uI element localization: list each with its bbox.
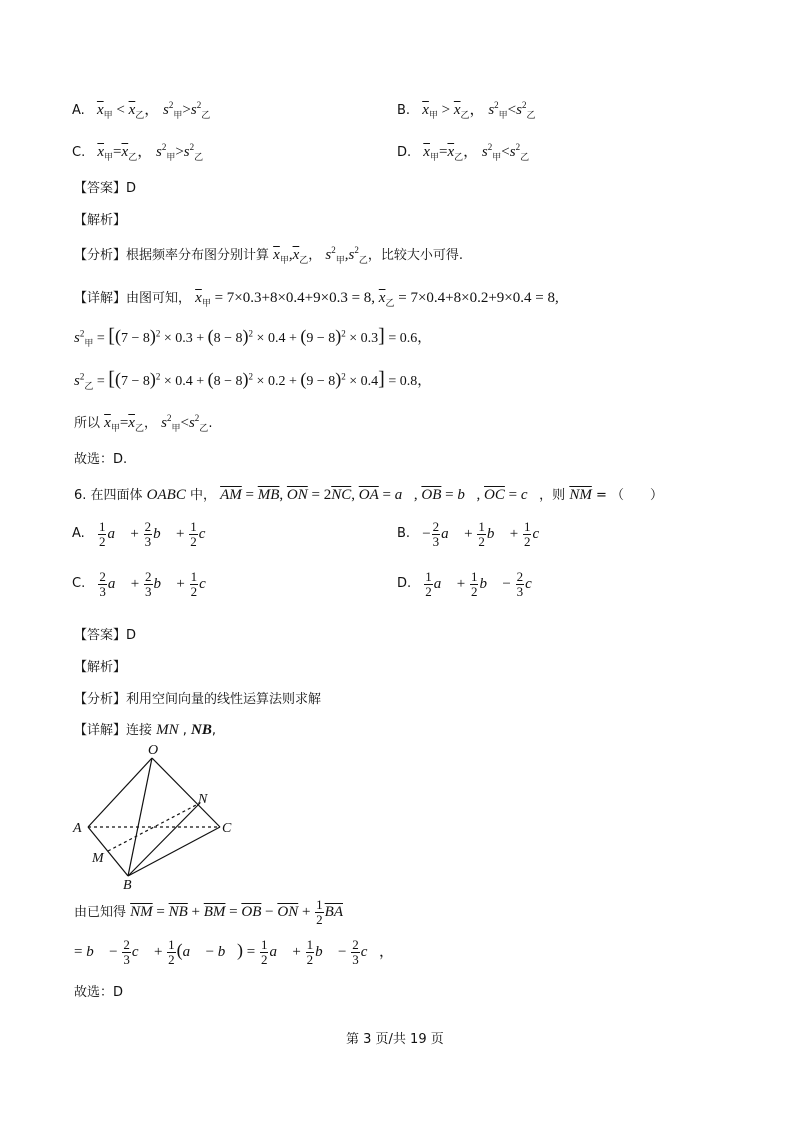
label-o: O bbox=[148, 743, 159, 758]
option-math: $\overline{x}_甲=\overline{x}_乙$， $s^2_甲<s^2_乙$ bbox=[423, 142, 530, 162]
segment-nb bbox=[128, 803, 200, 876]
q5-option-d bbox=[397, 144, 529, 161]
q5-s-yi: $s^2_乙 = [(7 - 8)^2 \times 0.4 + (8 - 8)^2 \times 0.2 + (9 - 8)^2 \times 0.4] = 0.8$， bbox=[74, 368, 432, 391]
q6-stem: 6. 在四面体 OABC 中， $\overline{AM} = \overline{MB}$, $\overline{ON} = 2\overline{NC}$, $\overline{OA}$ = a⃗, $\overline{OB}$ = b⃗, $\overline{OC}$ = c⃗，则 $\overline{NM}$ = （ ） bbox=[74, 487, 663, 503]
q5-answer: 【答案】D bbox=[74, 181, 137, 196]
option-label: B. bbox=[397, 526, 411, 542]
option-math: $\overline{x}_甲 > \overline{x}_乙$， $s^2_甲<s^2_乙$ bbox=[422, 100, 536, 120]
option-label: A. bbox=[72, 103, 85, 118]
option-label: C. bbox=[72, 576, 86, 592]
option-label: D. bbox=[397, 145, 412, 160]
option-label: C. bbox=[72, 145, 86, 160]
option-label: B. bbox=[397, 103, 411, 118]
q5-option-c bbox=[72, 144, 203, 161]
q6-choice: 故选：D bbox=[74, 985, 124, 1000]
q5-analysis-tag: 【解析】 bbox=[74, 213, 127, 228]
q5-fenxi: 【分析】根据频率分布图分别计算 $\overline{x}_甲,\overline{x}_乙$， $s^2_甲,s^2_乙$，比较大小可得. bbox=[74, 245, 464, 265]
q6-option-c: C. $\frac{2}{3}$ a⃗ + $\frac{2}{3}$ b⃗ + $\frac{1}{2}$ c⃗ bbox=[72, 569, 218, 599]
option-math: $\overline{x}_甲 < \overline{x}_乙$， $s^2_甲>s^2_乙$ bbox=[96, 100, 211, 120]
page-footer: 第 3 页/共 19 页 bbox=[346, 1032, 444, 1047]
edge-bc bbox=[128, 827, 220, 876]
q5-conclusion: 所以 $\overline{x}_甲=\overline{x}_乙$， $s^2_甲<s^2_乙$. bbox=[74, 413, 213, 433]
label-m: M bbox=[92, 851, 104, 866]
label-a: A bbox=[73, 821, 82, 836]
q5-xiangjie: 【详解】由图可知， $\overline{x}_甲 = 7\times 0.3+8\times 0.4+9\times 0.3 = 8$, $\overline{x}_乙 = 7\times 0.4+8\times 0.2+9\times 0.4 = 8$, bbox=[74, 290, 559, 308]
q6-answer: 【答案】D bbox=[74, 628, 137, 643]
q6-option-b: B. − $\frac{2}{3}$ a⃗ + $\frac{1}{2}$ b⃗ + $\frac{1}{2}$ c⃗ bbox=[397, 519, 551, 549]
q6-xiangjie: 【详解】连接 MN , NB, bbox=[74, 722, 217, 738]
q5-choice: 故选：D. bbox=[74, 452, 128, 467]
q6-analysis-tag: 【解析】 bbox=[74, 660, 127, 675]
edge-ob bbox=[128, 758, 152, 876]
q6-option-a: A. $\frac{1}{2}$ a⃗ + $\frac{2}{3}$ b⃗ + $\frac{1}{2}$ c⃗ bbox=[72, 519, 218, 549]
q5-option-b bbox=[397, 102, 536, 119]
q5-s-jia: $s^2_甲 = [(7 - 8)^2 \times 0.3 + (8 - 8)^2 \times 0.4 + (9 - 8)^2 \times 0.3] = 0.6$， bbox=[74, 325, 432, 348]
label-b: B bbox=[123, 878, 132, 890]
option-label: D. bbox=[397, 576, 412, 592]
label-c: C bbox=[222, 821, 232, 836]
q6-derive2: = b⃗ − $\frac{2}{3}$ c⃗ + $\frac{1}{2}$ (a⃗ − b⃗) = $\frac{1}{2}$ a⃗ + $\frac{1}{2}$ b⃗ − $\frac{2}{3}$ c⃗， bbox=[74, 937, 395, 967]
q6-derive1: 由已知得 $\overline{NM} = \overline{NB} + \overline{BM} = \overline{OB} - \overline{ON}$ + $\frac{1}{2}$ $\overline{BA}$ bbox=[74, 897, 343, 927]
option-math: $\overline{x}_甲=\overline{x}_乙$， $s^2_甲>s^2_乙$ bbox=[97, 142, 204, 162]
tetrahedron-figure bbox=[70, 740, 240, 890]
label-n: N bbox=[198, 792, 208, 807]
edge-oa bbox=[88, 758, 152, 827]
option-label: A. bbox=[72, 526, 85, 542]
q6-fenxi: 【分析】利用空间向量的线性运算法则求解 bbox=[74, 692, 322, 707]
q5-option-a bbox=[72, 102, 210, 119]
q6-option-d: D. $\frac{1}{2}$ a⃗ + $\frac{1}{2}$ b⃗ − $\frac{2}{3}$ c⃗ bbox=[397, 569, 544, 599]
